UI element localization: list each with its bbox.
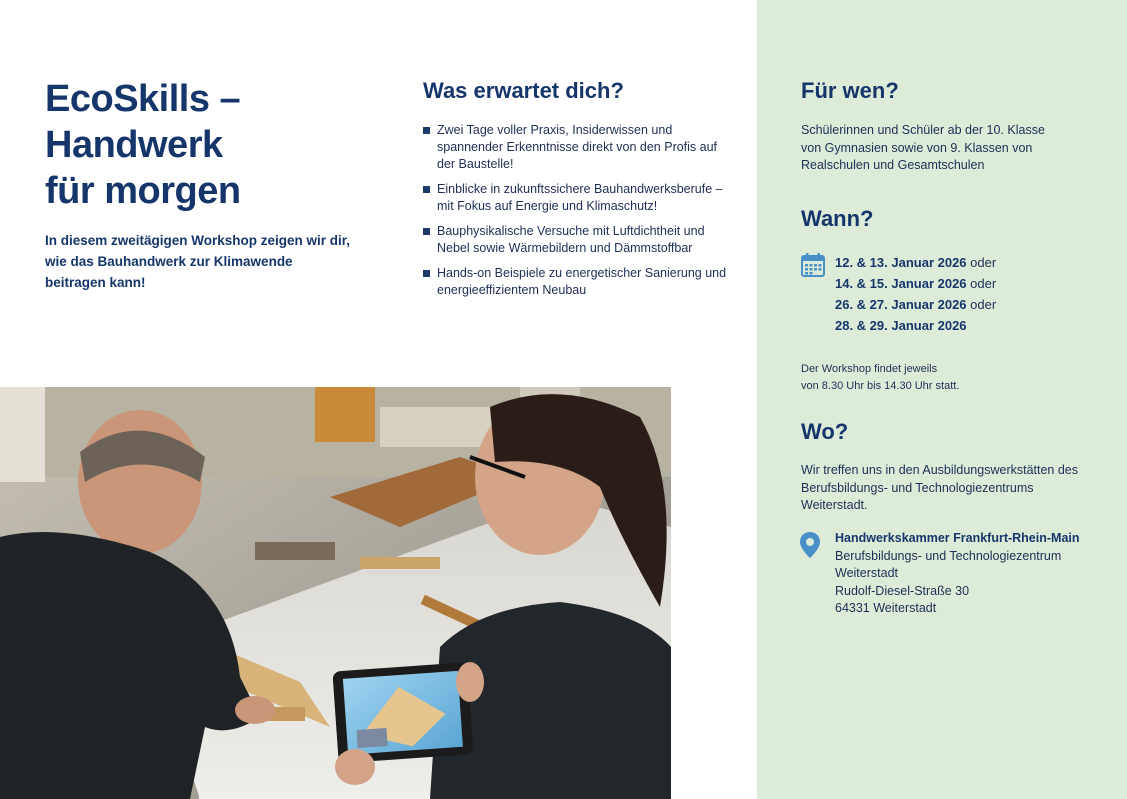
list-item — [835, 273, 996, 294]
time-note-line-1: Der Workshop findet jeweils — [801, 363, 938, 375]
intro-text: In diesem zweitägigen Workshop zeigen wir dir, wie das Bauhandwerk zur Klimawende beitragen kann! — [45, 233, 351, 290]
title-line-3: für morgen — [45, 170, 241, 212]
date-suffix: oder — [966, 255, 997, 270]
list-item-text: Bauphysikalische Versuche mit Luftdichtheit und Nebel sowie Wärmebildern und Dämmstoffbar — [437, 224, 705, 255]
list-item-text: Hands-on Beispiele zu energetischer Sanierung und energieeffizientem Neubau — [437, 266, 727, 297]
date-text: 12. & 13. Januar 2026 — [835, 255, 967, 270]
expect-list — [423, 122, 728, 307]
list-item — [423, 181, 728, 215]
date-list — [835, 252, 996, 336]
list-item — [423, 122, 728, 173]
time-note — [801, 361, 1061, 395]
list-item — [835, 315, 996, 336]
bullet-square-icon — [423, 127, 430, 134]
list-item — [835, 294, 996, 315]
address-city: 64331 Weiterstadt — [835, 601, 937, 615]
list-item — [835, 252, 996, 273]
title-line-1: EcoSkills – — [45, 78, 241, 120]
title-line-2: Handwerk — [45, 124, 223, 166]
list-item-text: Zwei Tage voller Praxis, Insiderwissen und spannender Erkenntnisse direkt von den Profis auf der Baustelle! — [437, 123, 718, 171]
where-text: Wir treffen uns in den Ausbildungswerkstätten des Berufsbildungs- und Technologiezentrums Weiterstadt. — [801, 463, 1079, 512]
bullet-square-icon — [423, 270, 430, 277]
date-text: 28. & 29. Januar 2026 — [835, 318, 967, 333]
date-text: 14. & 15. Januar 2026 — [835, 276, 967, 291]
who-heading: Für wen? — [801, 78, 899, 103]
expect-heading: Was erwartet dich? — [423, 78, 624, 103]
location-pin-icon — [799, 531, 821, 559]
bullet-square-icon — [423, 228, 430, 235]
who-text: Schülerinnen und Schüler ab der 10. Klasse von Gymnasien sowie von 9. Klassen von Realschulen und Gesamtschulen — [801, 123, 1045, 172]
time-note-line-2: von 8.30 Uhr bis 14.30 Uhr statt. — [801, 380, 960, 392]
bullet-square-icon — [423, 186, 430, 193]
address-line-1: Berufsbildungs- und Technologiezentrum — [835, 548, 1062, 563]
list-item-text: Einblicke in zukunftssichere Bauhandwerksberufe – mit Fokus auf Energie und Klimaschutz! — [437, 182, 723, 213]
workshop-photo — [0, 387, 671, 799]
address-street: Rudolf-Diesel-Straße 30 — [835, 583, 970, 598]
date-suffix: oder — [966, 276, 997, 291]
calendar-icon — [801, 253, 825, 277]
info-panel — [757, 0, 1127, 799]
address-line-2: Weiterstadt — [835, 566, 898, 580]
where-heading: Wo? — [801, 419, 849, 444]
address-org: Handwerkskammer Frankfurt-Rhein-Main — [835, 531, 1080, 545]
address-block — [835, 530, 1115, 618]
page-title — [45, 76, 241, 214]
list-item — [423, 223, 728, 257]
date-suffix: oder — [966, 297, 997, 312]
when-heading: Wann? — [801, 206, 874, 231]
list-item — [423, 265, 728, 299]
date-text: 26. & 27. Januar 2026 — [835, 297, 967, 312]
